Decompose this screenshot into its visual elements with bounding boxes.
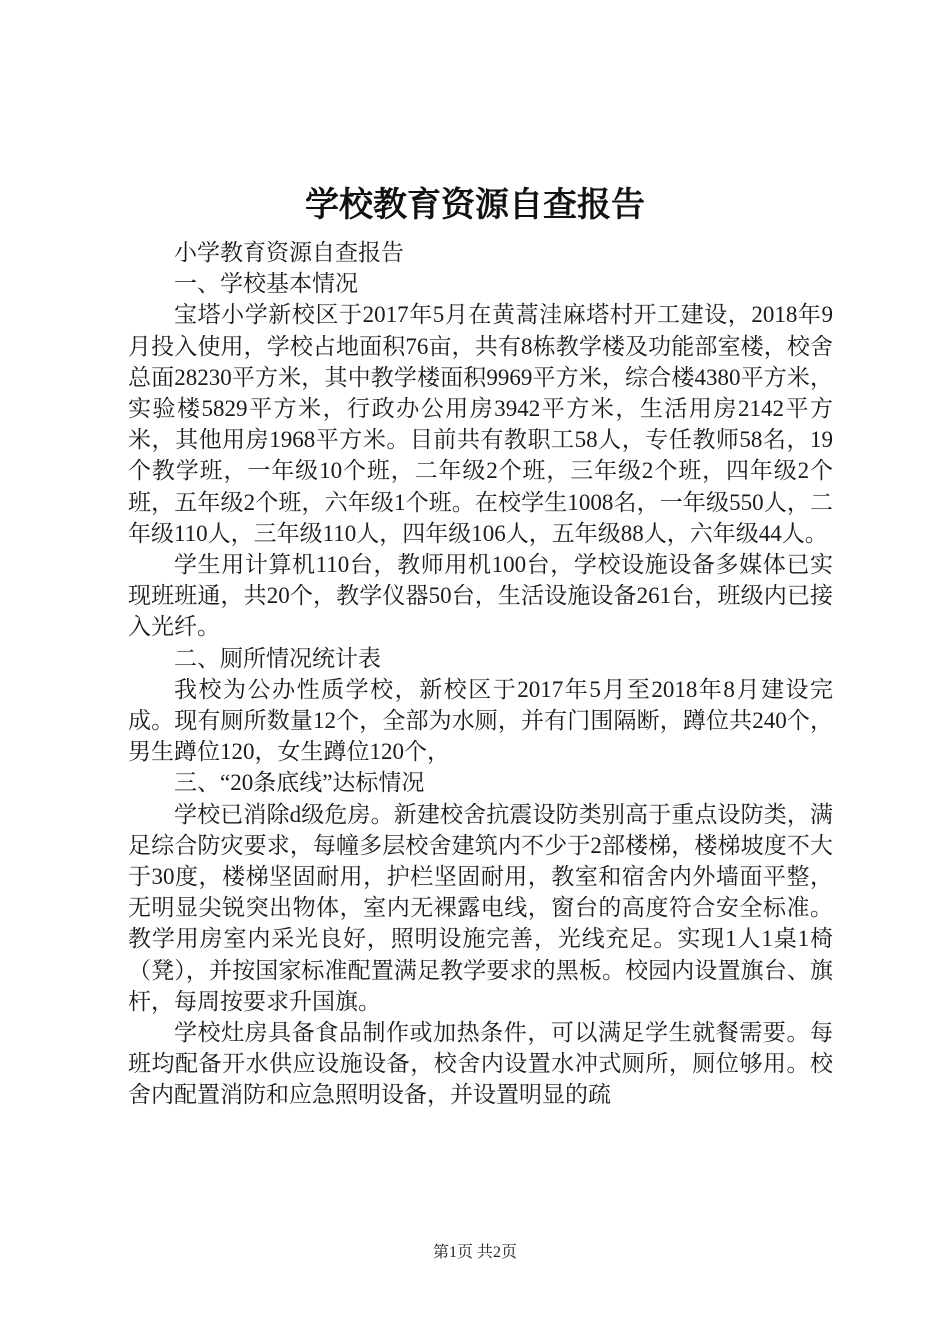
subtitle-paragraph: 小学教育资源自查报告 (174, 240, 404, 265)
section-heading-toilets: 二、厕所情况统计表 (174, 645, 381, 671)
paragraph-safety: 学校已消除d级危房。新建校舍抗震设防类别高于重点设防类，满足综合防灾要求，每幢多层校舍建筑内不少于2部楼梯，楼梯坡度不大于30度，楼梯坚固耐用，护栏坚固耐用，教室和宿舍内外墙面平整，无明显尖锐突出物体，室内无裸露电线，窗台的高度符合安全标准。教学用房室内采光良好，照明设施完善，光线充足。实现1人1桌1椅（凳），并按国家标准配置满足教学要求的黑板。校园内设置旗台、旗杆，每周按要求升国旗。 (128, 801, 833, 1014)
document-body (128, 237, 833, 1111)
paragraph-equipment: 学生用计算机110台，教师用机100台，学校设施设备多媒体已实现班班通，共20个，教学仪器50台，生活设施设备261台，班级内已接入光纤。 (128, 552, 833, 640)
paragraph-school-overview: 宝塔小学新校区于2017年5月在黄蒿洼麻塔村开工建设，2018年9月投入使用，学校占地面积76亩，共有8栋教学楼及功能部室楼，校舍总面28230平方米，其中教学楼面积9969平方米，综合楼4380平方米，实验楼5829平方米，行政办公用房3942平方米，生活用房2142平方米，其他用房1968平方米。目前共有教职工58人，专任教师58名，19个教学班，一年级10个班，二年级2个班，三年级2个班，四年级2个班，五年级2个班，六年级1个班。在校学生1008名，一年级550人，二年级110人，三年级110人，四年级106人，五年级88人，六年级44人。 (128, 302, 833, 546)
page-number-footer: 第1页 共2页 (432, 1244, 517, 1261)
section-heading-20-baselines: 三、“20条底线”达标情况 (174, 770, 425, 796)
paragraph-toilets: 我校为公办性质学校，新校区于2017年5月至2018年8月建设完成。现有厕所数量12个，全部为水厕，并有门围隔断，蹲位共240个，男生蹲位120，女生蹲位120个， (128, 676, 833, 765)
section-heading-basic-info: 一、学校基本情况 (174, 271, 358, 297)
paragraph-facilities: 学校灶房具备食品制作或加热条件，可以满足学生就餐需要。每班均配备开水供应设施设备，校舍内设置水冲式厕所，厕位够用。校舍内配置消防和应急照明设备，并设置明显的疏 (128, 1020, 833, 1108)
document-title: 学校教育资源自查报告 (305, 185, 645, 225)
